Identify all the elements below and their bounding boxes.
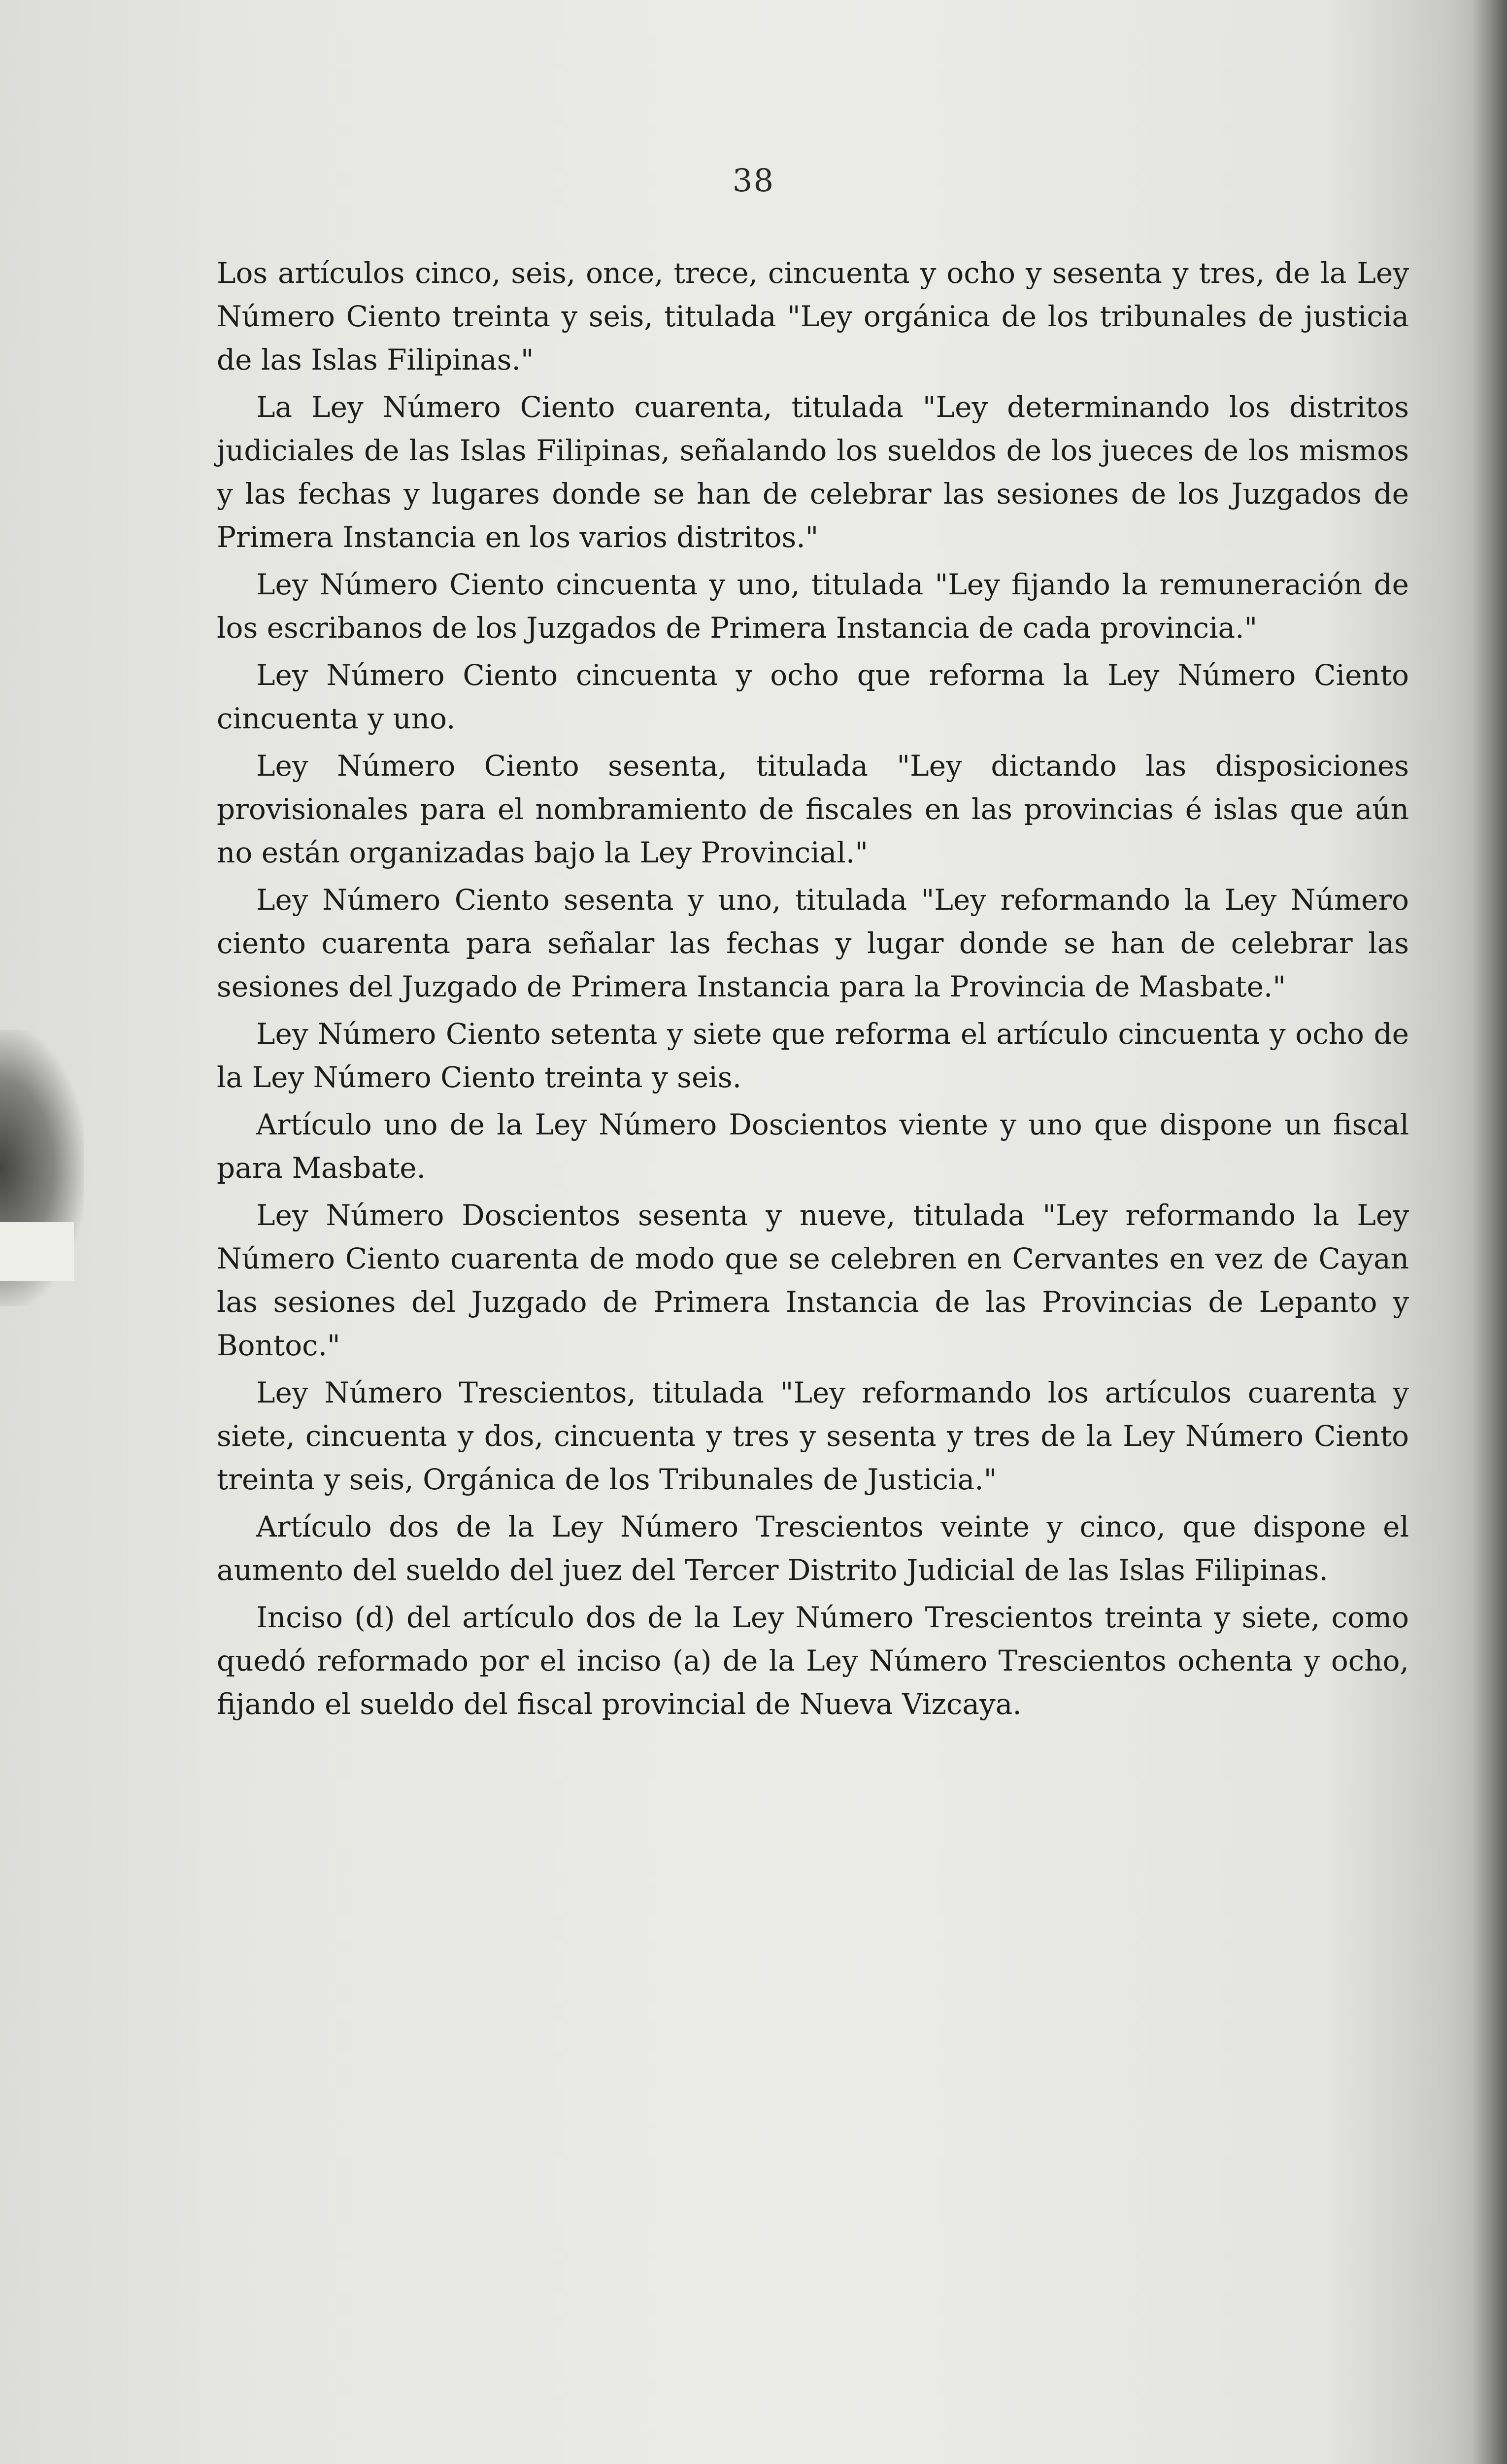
paragraph: Inciso (d) del artículo dos de la Ley Número Trescientos treinta y siete, como quedó reformado por el inciso (a) de la Ley Número Trescientos ochenta y ocho, fijando el sueldo del fiscal provincial de Nueva Vizcaya. <box>217 1601 1409 1721</box>
left-margin-notch <box>0 1222 74 1281</box>
binding-shadow <box>1473 0 1507 2464</box>
page-number: 38 <box>732 163 775 199</box>
paragraph: Ley Número Ciento setenta y siete que reforma el artículo cincuenta y ocho de la Ley Número Ciento treinta y seis. <box>217 1017 1409 1094</box>
paragraph: Artículo uno de la Ley Número Doscientos viente y uno que dispone un fiscal para Masbate. <box>217 1108 1409 1185</box>
paragraph: Ley Número Ciento sesenta y uno, titulada "Ley reformando la Ley Número ciento cuarenta para señalar las fechas y lugar donde se han de celebrar las sesiones del Juzgado de Primera Instancia para la Provincia de Masbate." <box>217 883 1409 1003</box>
paragraph: Artículo dos de la Ley Número Trescientos veinte y cinco, que dispone el aumento del sueldo del juez del Tercer Distrito Judicial de las Islas Filipinas. <box>217 1510 1409 1587</box>
paragraph: La Ley Número Ciento cuarenta, titulada "Ley determinando los distritos judiciales de las Islas Filipinas, señalando los sueldos de los jueces de los mismos y las fechas y lugares donde se han de celebrar las sesiones de los Juzgados de Primera Instancia en los varios distritos." <box>217 390 1409 554</box>
paragraph: Ley Número Trescientos, titulada "Ley reformando los artículos cuarenta y siete, cincuenta y dos, cincuenta y tres y sesenta y tres de la Ley Número Ciento treinta y seis, Orgánica de los Tribunales de Justicia." <box>217 1376 1409 1496</box>
paragraph: Ley Número Doscientos sesenta y nueve, titulada "Ley reformando la Ley Número Ciento cuarenta de modo que se celebren en Cervantes en vez de Cayan las sesiones del Juzgado de Primera Instancia de las Provincias de Lepanto y Bontoc." <box>217 1198 1409 1362</box>
paragraph: Ley Número Ciento cincuenta y ocho que reforma la Ley Número Ciento cincuenta y uno. <box>217 658 1409 735</box>
paragraph: Ley Número Ciento cincuenta y uno, titulada "Ley fijando la remuneración de los escribanos de los Juzgados de Primera Instancia de cada provincia." <box>217 568 1409 645</box>
paragraph: Los artículos cinco, seis, once, trece, cincuenta y ocho y sesenta y tres, de la Ley Número Ciento treinta y seis, titulada "Ley orgánica de los tribunales de justicia de las Islas Filipinas." <box>217 256 1409 376</box>
paragraph: Ley Número Ciento sesenta, titulada "Ley dictando las disposiciones provisionales para el nombramiento de fiscales en las provincias é islas que aún no están organizadas bajo la Ley Provincial." <box>217 749 1409 869</box>
body-text <box>217 251 1409 1730</box>
